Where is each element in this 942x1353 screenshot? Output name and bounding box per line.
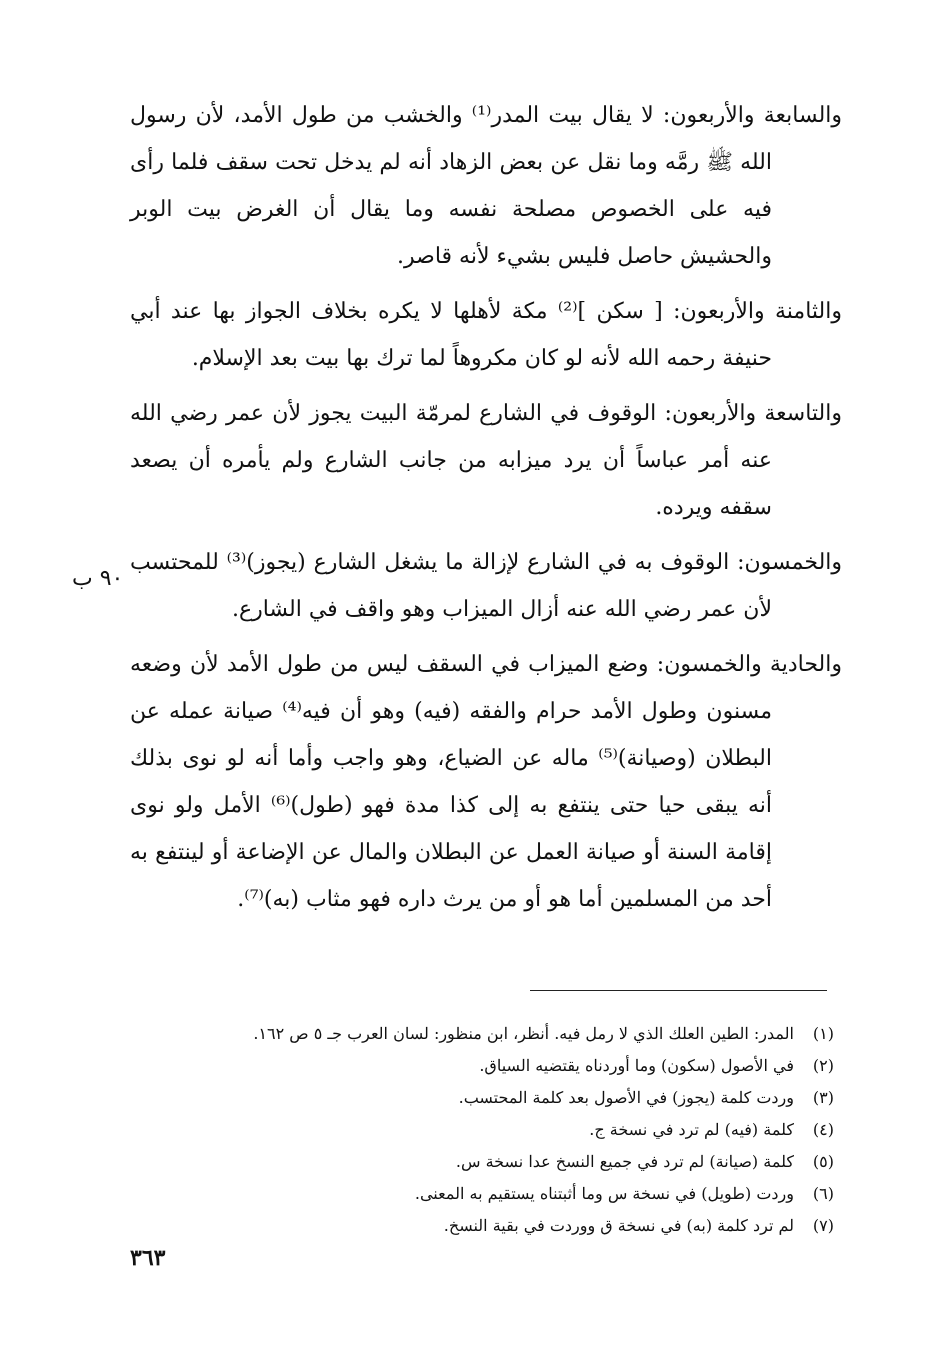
paragraph-body: وضع الميزاب في السقف ليس من طول الأمد لأن وضعه مسنون وطول الأمد حرام والفقه (فيه) وهو أن فيه⁽⁴⁾ صيانة عمله عن البطلان (وصيانة)⁽⁵⁾ ماله عن الضياع، وهو واجب وأما أنه لو نوى بذلك أنه يبقى حيا حتى ينتفع به إلى كذا مدة فهو (طول)⁽⁶⁾ الأمل ولو نوى إقامة السنة أو صيانة العمل عن البطلان والمال عن الإضاعة أو لينتفع به أحد من المسلمين أما هو أو من يرث داره فهو مثاب (به)⁽⁷⁾. — [130, 652, 772, 912]
paragraph-47 — [130, 92, 842, 280]
footnote-5 — [150, 1146, 834, 1178]
paragraph-label: والحادية والخمسون: — [656, 652, 842, 677]
paragraph-51 — [130, 641, 842, 923]
paragraph-label: والسابعة والأربعون: — [662, 103, 843, 128]
footnote-text: لم ترد كلمة (به) في نسخة ق ووردت في بقية النسخ. — [443, 1216, 794, 1235]
footnote-6 — [150, 1178, 834, 1210]
paragraph-48 — [130, 288, 842, 382]
footnote-text: كلمة (فيه) لم ترد في نسخة ج. — [589, 1120, 794, 1139]
footnote-7 — [150, 1210, 834, 1242]
page-number: ٣٦٣ — [130, 1245, 166, 1271]
footnote-number: (٦) — [812, 1184, 834, 1203]
footnote-number: (١) — [812, 1024, 834, 1043]
paragraph-body: [ سكن ]⁽²⁾ مكة لأهلها لا يكره بخلاف الجواز بها عند أبي حنيفة رحمه الله لأنه لو كان مكروهاً لما ترك بها بيت بعد الإسلام. — [130, 299, 772, 371]
paragraph-body: لا يقال بيت المدر⁽¹⁾ والخشب من طول الأمد، لأن رسول الله ﷺ رمَّه وما نقل عن بعض الزهاد أنه لم يدخل تحت سقف فلما رأى فيه على الخصوص مصلحة نفسه وما يقال أن الغرض بيت الوبر والحشيش حاصل فليس بشيء لأنه قاصر. — [130, 103, 772, 269]
footnote-number: (٣) — [812, 1088, 834, 1107]
footnote-text: كلمة (صيانة) لم ترد في جميع النسخ عدا نسخة س. — [455, 1152, 794, 1171]
folio-marginal-note: ٩٠ ب — [72, 566, 124, 591]
footnote-3 — [150, 1082, 834, 1114]
footnote-number: (٥) — [812, 1152, 834, 1171]
paragraph-49 — [130, 390, 842, 531]
footnote-4 — [150, 1114, 834, 1146]
main-text — [130, 92, 842, 931]
footnote-number: (٤) — [812, 1120, 834, 1139]
paragraph-label: والتاسعة والأربعون: — [664, 401, 843, 426]
footnote-number: (٢) — [812, 1056, 834, 1075]
footnote-number: (٧) — [812, 1216, 834, 1235]
paragraph-body: الوقوف به في الشارع لإزالة ما يشغل الشارع (يجوز)⁽³⁾ للمحتسب لأن عمر رضي الله عنه أزال الميزاب وهو واقف في الشارع. — [130, 550, 772, 622]
footnote-2 — [150, 1050, 834, 1082]
footnotes — [150, 1018, 834, 1242]
footnote-divider — [530, 990, 827, 991]
paragraph-body: الوقوف في الشارع لمرمّة البيت يجوز لأن عمر رضي الله عنه أمر عباساً أن يرد ميزابه من جانب الشارع ولم يأمره أن يصعد سقفه ويرده. — [130, 401, 772, 520]
paragraph-50 — [130, 539, 842, 633]
footnote-text: في الأصول (سكون) وما أوردناه يقتضيه السياق. — [479, 1056, 794, 1075]
footnote-text: وردت (طويل) في نسخة س وما أثبتناه يستقيم به المعنى. — [414, 1184, 794, 1203]
footnote-text: المدر: الطين العلك الذي لا رمل فيه. أنظر، ابن منظور: لسان العرب جـ ٥ ص ١٦٢. — [253, 1024, 794, 1043]
footnote-text: وردت كلمة (يجوز) في الأصول بعد كلمة المحتسب. — [458, 1088, 794, 1107]
paragraph-label: والخمسون: — [737, 550, 843, 575]
paragraph-label: والثامنة والأربعون: — [673, 299, 842, 324]
footnote-1 — [150, 1018, 834, 1050]
